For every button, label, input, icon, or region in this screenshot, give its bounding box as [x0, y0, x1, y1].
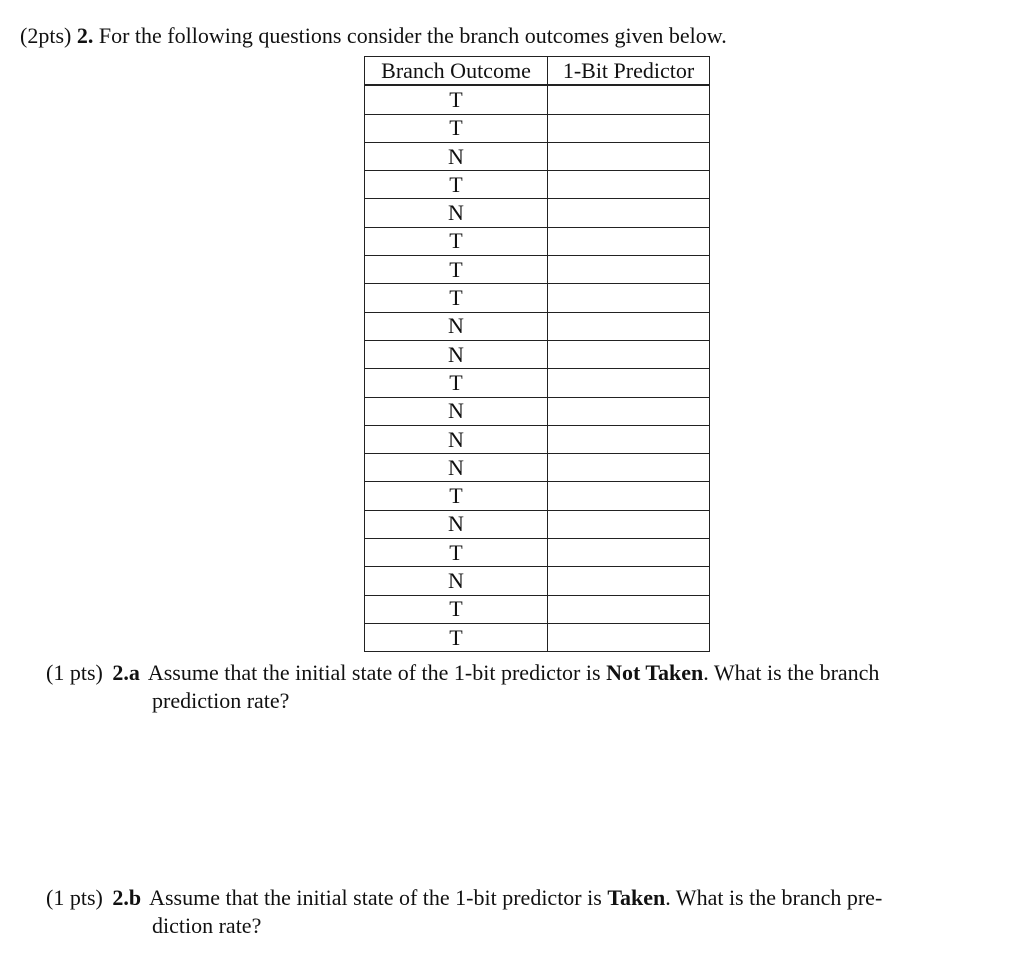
predictor-cell[interactable] — [548, 284, 710, 312]
branch-outcome-header: Branch Outcome — [365, 57, 548, 86]
table-row — [365, 482, 710, 510]
table-row — [365, 85, 710, 114]
subquestion-number: 2.b — [112, 885, 142, 910]
table-row — [365, 114, 710, 142]
predictor-cell[interactable] — [548, 312, 710, 340]
table-row — [365, 312, 710, 340]
question-points: (2pts) — [20, 23, 72, 48]
branch-outcome-cell: T — [365, 539, 548, 567]
subquestion-bold-state: Not Taken — [606, 660, 704, 685]
predictor-cell[interactable] — [548, 340, 710, 368]
branch-outcome-cell: T — [365, 284, 548, 312]
branch-outcome-cell: T — [365, 227, 548, 255]
predictor-cell[interactable] — [548, 256, 710, 284]
subquestion-continuation: prediction rate? — [152, 688, 290, 713]
predictor-cell[interactable] — [548, 539, 710, 567]
predictor-cell[interactable] — [548, 623, 710, 651]
subquestion-text — [148, 660, 880, 685]
subquestion-points: (1 pts) — [46, 660, 103, 685]
predictor-cell[interactable] — [548, 397, 710, 425]
subquestion-text-after: . What is the branch pre- — [665, 885, 883, 910]
table-row — [365, 397, 710, 425]
subquestion-2a — [46, 659, 986, 715]
predictor-cell[interactable] — [548, 454, 710, 482]
table-row — [365, 369, 710, 397]
predictor-cell[interactable] — [548, 369, 710, 397]
branch-outcome-cell: N — [365, 142, 548, 170]
predictor-cell[interactable] — [548, 482, 710, 510]
subquestion-text-before: Assume that the initial state of the 1-bit predictor is — [147, 660, 601, 685]
predictor-cell[interactable] — [548, 595, 710, 623]
branch-outcome-cell: T — [365, 114, 548, 142]
branch-outcome-cell: N — [365, 510, 548, 538]
table-row — [365, 425, 710, 453]
predictor-cell[interactable] — [548, 199, 710, 227]
predictor-cell[interactable] — [548, 171, 710, 199]
question-prompt: For the following questions consider the branch outcomes given below. — [98, 23, 727, 48]
table-header-row — [365, 57, 710, 86]
branch-outcome-cell: N — [365, 454, 548, 482]
branch-outcome-cell: T — [365, 595, 548, 623]
branch-outcome-cell: N — [365, 397, 548, 425]
table-row — [365, 142, 710, 170]
table-body — [365, 85, 710, 651]
branch-outcome-cell: T — [365, 369, 548, 397]
table-row — [365, 227, 710, 255]
table-row — [365, 284, 710, 312]
branch-outcome-cell: N — [365, 199, 548, 227]
subquestion-continuation: diction rate? — [152, 913, 262, 938]
branch-outcome-cell: N — [365, 425, 548, 453]
subquestion-bold-state: Taken — [607, 885, 666, 910]
table-row — [365, 454, 710, 482]
table-row — [365, 256, 710, 284]
table-row — [365, 623, 710, 651]
subquestion-2b — [46, 884, 986, 940]
branch-outcome-cell: T — [365, 85, 548, 114]
branch-outcome-cell: T — [365, 623, 548, 651]
question-header — [20, 22, 727, 50]
table-row — [365, 510, 710, 538]
predictor-cell[interactable] — [548, 227, 710, 255]
predictor-cell[interactable] — [548, 114, 710, 142]
predictor-cell[interactable] — [548, 510, 710, 538]
subquestion-text — [149, 885, 882, 910]
branch-outcome-cell: N — [365, 312, 548, 340]
branch-outcome-cell: T — [365, 256, 548, 284]
branch-outcome-cell: T — [365, 482, 548, 510]
predictor-header: 1-Bit Predictor — [548, 57, 710, 86]
predictor-cell[interactable] — [548, 142, 710, 170]
table-row — [365, 539, 710, 567]
table-row — [365, 199, 710, 227]
branch-outcome-cell: T — [365, 171, 548, 199]
table-row — [365, 171, 710, 199]
table-row — [365, 567, 710, 595]
subquestion-number: 2.a — [112, 660, 140, 685]
subquestion-points: (1 pts) — [46, 885, 103, 910]
table-row — [365, 595, 710, 623]
subquestion-text-after: . What is the branch — [703, 660, 880, 685]
branch-outcome-cell: N — [365, 567, 548, 595]
predictor-cell[interactable] — [548, 425, 710, 453]
table-row — [365, 340, 710, 368]
predictor-cell[interactable] — [548, 85, 710, 114]
question-number: 2. — [76, 23, 94, 48]
branch-outcome-table — [364, 56, 710, 652]
subquestion-text-before: Assume that the initial state of the 1-bit predictor is — [149, 885, 602, 910]
predictor-cell[interactable] — [548, 567, 710, 595]
branch-outcome-cell: N — [365, 340, 548, 368]
